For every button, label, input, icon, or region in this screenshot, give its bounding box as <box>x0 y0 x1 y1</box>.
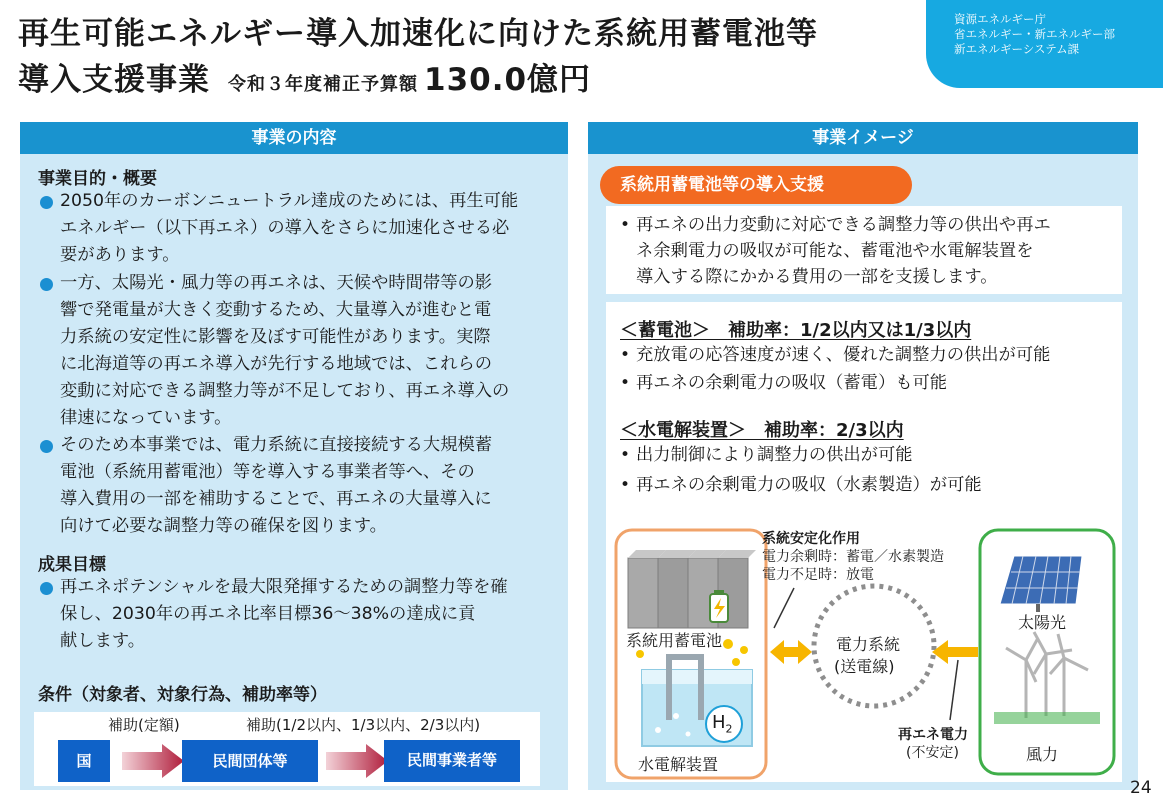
dept-line: 資源エネルギー庁 <box>954 12 1046 26</box>
bullet-icon: • <box>620 215 631 235</box>
bidirectional-arrow-icon <box>770 640 812 664</box>
budget-label: 令和３年度補正予算額 <box>228 74 418 95</box>
purpose-title: 事業目的・概要 <box>38 169 157 189</box>
battery-bullet: • 再エネの余剰電力の吸収（蓄電）も可能 <box>620 373 948 393</box>
battery-cabinet-icon <box>628 550 756 628</box>
purpose-bullet: 一方、太陽光・風力等の再エネは、天候や時間帯等の影 響で発電量が大きく変動するため、大量導入が進むと電 力系統の安定性に影響を及ぼす可能性があります。実際 に北海道等の再エネ導入が先行する地域では、これらの 変動に対応できる調整力等が不足しており、再エネ導入の 律速になっています。 <box>60 270 560 432</box>
stabilization-shortage: 電力不足時：放電 <box>762 567 874 583</box>
stabilization-title: 系統安定化作用 <box>762 531 860 547</box>
outcome-bullet: 再エネポテンシャルを最大限発揮するための調整力等を確 保し、2030年の再エネ比率目標36～38%の達成に貢 献します。 <box>60 574 560 655</box>
solar-panel-icon <box>1000 556 1082 612</box>
flow-box-organization: 民間団体等 <box>182 740 318 782</box>
renewable-power-title: 再エネ電力 <box>898 727 968 743</box>
flow-label-rate: 補助(1/2以内、1/3以内、2/3以内) <box>246 716 481 734</box>
battery-bullet: • 充放電の応答速度が速く、優れた調整力の供出が可能 <box>620 345 1051 365</box>
purpose-bullet: 2050年のカーボンニュートラル達成のためには、再生可能 エネルギー（以下再エネ）の導入をさらに加速化させる必 要があります。 <box>60 188 560 269</box>
page-subtitle <box>18 54 591 99</box>
budget-amount: 130.0億円 <box>424 62 592 98</box>
department-box <box>926 0 1163 88</box>
battery-label: 系統用蓄電池 <box>626 631 723 650</box>
dept-line: 新エネルギーシステム課 <box>954 42 1080 56</box>
bullet-dot-icon <box>40 278 53 291</box>
solar-label: 太陽光 <box>1018 613 1067 632</box>
stabilization-surplus: 電力余剰時：蓄電／水素製造 <box>762 549 944 565</box>
flow-arrow-icon <box>122 744 184 778</box>
conditions-title: 条件（対象者、対象行為、補助率等） <box>38 685 327 705</box>
page-number: 24 <box>1130 778 1152 798</box>
flow-arrow-icon <box>326 744 388 778</box>
bullet-dot-icon <box>40 196 53 209</box>
wind-label: 風力 <box>1026 745 1059 764</box>
grid-label: 電力系統 <box>836 635 901 654</box>
intro-bullet: • 再エネの出力変動に対応できる調整力等の供出や再エ ネ余剰電力の吸収が可能な、蓄電池や水電解装置を 導入する際にかかる費用の一部を支援します。 <box>636 212 1120 290</box>
outcome-title: 成果目標 <box>38 555 106 575</box>
left-arrow-icon <box>932 640 978 664</box>
renewable-power-sub: (不安定) <box>906 745 959 761</box>
support-pill: 系統用蓄電池等の導入支援 <box>600 166 912 204</box>
electrolyzer-subsidy-title: ＜水電解装置＞ 補助率：2/3以内 <box>620 420 904 441</box>
dept-line: 省エネルギー・新エネルギー部 <box>954 27 1115 41</box>
purpose-bullet: そのため本事業では、電力系統に直接接続する大規模蓄 電池（系統用蓄電池）等を導入する事業者等へ、その 導入費用の一部を補助することで、再エネの大量導入に 向けて必要な調整力等の確保を図ります。 <box>60 432 560 540</box>
bullet-dot-icon <box>40 582 53 595</box>
flow-label-fixed: 補助(定額) <box>108 716 180 734</box>
electrolyzer-bullet: • 出力制御により調整力の供出が可能 <box>620 445 913 465</box>
page-title: 再生可能エネルギー導入加速化に向けた系統用蓄電池等 <box>18 16 818 52</box>
grid-sublabel: (送電線) <box>834 657 895 676</box>
electrolyzer-bullet: • 再エネの余剰電力の吸収（水素製造）が可能 <box>620 475 982 495</box>
battery-subsidy-title: ＜蓄電池＞ 補助率：1/2以内又は1/3以内 <box>620 320 972 341</box>
flow-box-business: 民間事業者等 <box>384 740 520 782</box>
h2-label: $H_2$ <box>712 712 733 736</box>
business-image-heading: 事業イメージ <box>588 122 1138 154</box>
title-line2: 導入支援事業 <box>18 62 210 98</box>
business-content-heading: 事業の内容 <box>20 122 568 154</box>
bullet-dot-icon <box>40 440 53 453</box>
flow-box-country: 国 <box>58 740 110 782</box>
electrolyzer-label: 水電解装置 <box>638 755 719 774</box>
